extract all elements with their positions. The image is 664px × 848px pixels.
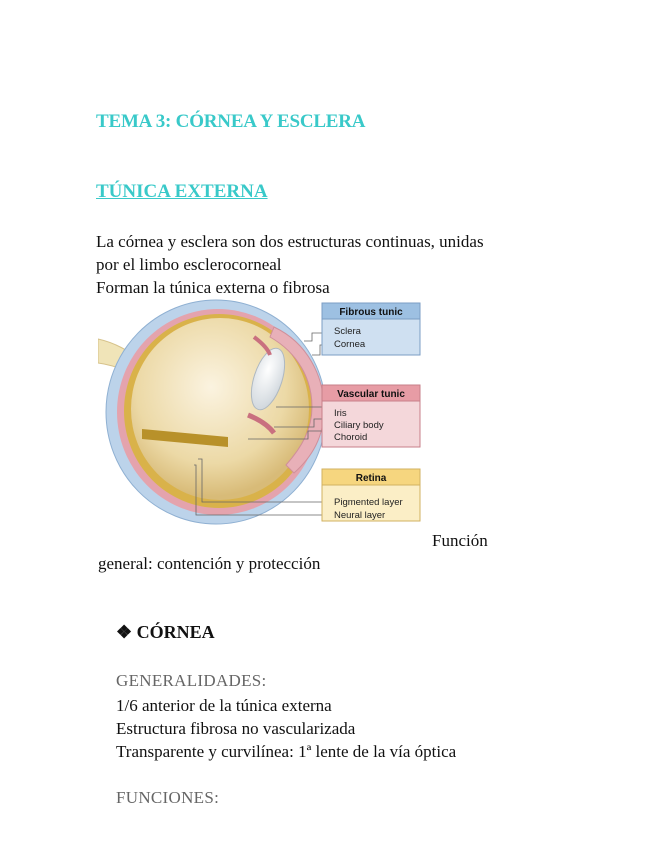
cornea-heading xyxy=(116,622,215,643)
fibrous-tunic-title: Fibrous tunic xyxy=(339,307,403,318)
list-item: 1/6 anterior de la túnica externa xyxy=(116,696,332,715)
cornea-heading-text: CÓRNEA xyxy=(136,622,215,642)
label-pigmented-layer: Pigmented layer xyxy=(334,497,403,508)
vascular-tunic-title: Vascular tunic xyxy=(337,389,405,400)
label-cornea: Cornea xyxy=(334,339,366,350)
vascular-tunic-box xyxy=(322,385,420,447)
generalidades-heading: GENERALIDADES: xyxy=(116,671,267,690)
intro-line: por el limbo esclerocorneal xyxy=(96,255,282,274)
list-item: Estructura fibrosa no vascularizada xyxy=(116,719,356,738)
diamond-bullet-icon: ❖ xyxy=(116,622,133,642)
label-choroid: Choroid xyxy=(334,432,368,443)
page-title: TEMA 3: CÓRNEA Y ESCLERA xyxy=(96,111,366,132)
intro-line: Forman la túnica externa o fibrosa xyxy=(96,278,330,297)
retina-title: Retina xyxy=(355,473,387,484)
fibrous-tunic-box xyxy=(322,303,420,355)
label-sclera: Sclera xyxy=(334,326,361,337)
retina-box xyxy=(322,469,420,521)
list-item: Transparente y curvilínea: 1ª lente de la vía óptica xyxy=(116,742,457,761)
intro-paragraph xyxy=(96,230,484,299)
label-neural-layer: Neural layer xyxy=(334,510,386,521)
label-ciliary-body: Ciliary body xyxy=(334,420,384,431)
function-text-line-1: Función xyxy=(432,531,488,550)
label-iris: Iris xyxy=(334,408,347,419)
function-text-line-2: general: contención y protección xyxy=(98,554,321,573)
generalidades-list xyxy=(116,694,456,763)
eye-tunics-figure xyxy=(98,297,428,527)
intro-line: La córnea y esclera son dos estructuras continuas, unidas xyxy=(96,232,484,251)
funciones-heading: FUNCIONES: xyxy=(116,788,220,807)
section-heading: TÚNICA EXTERNA xyxy=(96,181,268,202)
